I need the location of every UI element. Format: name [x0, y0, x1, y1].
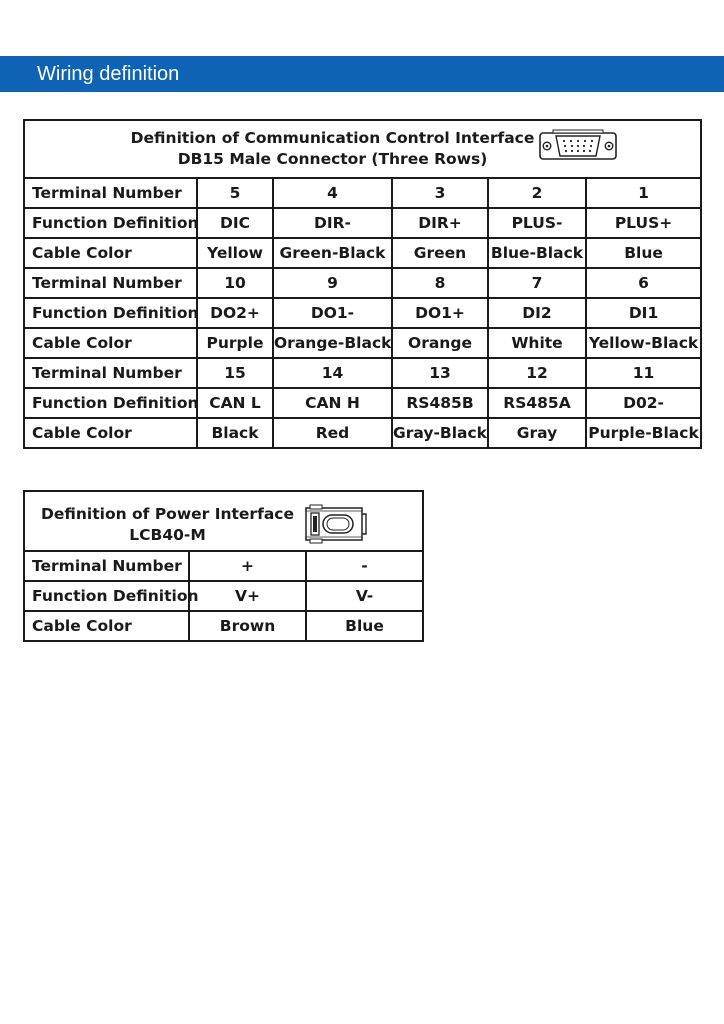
- cell: 4: [273, 178, 392, 208]
- power-connector-icon: [305, 504, 367, 544]
- cell: 9: [273, 268, 392, 298]
- cell: DO1-: [273, 298, 392, 328]
- db15-connector-icon: [539, 129, 617, 163]
- row-label: Terminal Number: [24, 178, 197, 208]
- cell: 5: [197, 178, 273, 208]
- cell: Brown: [189, 611, 306, 641]
- table-row: [24, 238, 701, 268]
- cell: 10: [197, 268, 273, 298]
- power-title-line2: LCB40-M: [129, 526, 206, 544]
- cell: Black: [197, 418, 273, 448]
- communication-interface-table: [23, 119, 702, 449]
- cell: 6: [586, 268, 701, 298]
- cell: 13: [392, 358, 488, 388]
- cell: PLUS+: [586, 208, 701, 238]
- table-row: [24, 268, 701, 298]
- cell: V+: [189, 581, 306, 611]
- cell: 2: [488, 178, 586, 208]
- cell: 11: [586, 358, 701, 388]
- cell: DI2: [488, 298, 586, 328]
- row-label: Function Definition: [24, 388, 197, 418]
- cell: Red: [273, 418, 392, 448]
- cell: CAN H: [273, 388, 392, 418]
- cell: Blue: [586, 238, 701, 268]
- cell: Yellow: [197, 238, 273, 268]
- power-title-line1: Definition of Power Interface: [41, 505, 294, 523]
- cell: DO2+: [197, 298, 273, 328]
- table-row: [24, 581, 423, 611]
- cell: RS485A: [488, 388, 586, 418]
- table-row: [24, 208, 701, 238]
- row-label: Function Definition: [24, 208, 197, 238]
- communication-title-line2: DB15 Male Connector (Three Rows): [177, 150, 488, 168]
- cell: Orange: [392, 328, 488, 358]
- cell: DIC: [197, 208, 273, 238]
- cell: Yellow-Black: [586, 328, 701, 358]
- cell: DI1: [586, 298, 701, 328]
- cell: +: [189, 551, 306, 581]
- row-label: Terminal Number: [24, 551, 189, 581]
- cell: White: [488, 328, 586, 358]
- cell: 1: [586, 178, 701, 208]
- row-label: Function Definition: [24, 298, 197, 328]
- cell: 14: [273, 358, 392, 388]
- cell: Green-Black: [273, 238, 392, 268]
- cell: Gray: [488, 418, 586, 448]
- table-row: [24, 551, 423, 581]
- cell: Gray-Black: [392, 418, 488, 448]
- cell: V-: [306, 581, 423, 611]
- table-row: [24, 298, 701, 328]
- power-interface-table: [23, 490, 424, 642]
- power-rows: [24, 551, 423, 641]
- cell: PLUS-: [488, 208, 586, 238]
- cell: D02-: [586, 388, 701, 418]
- cell: Purple: [197, 328, 273, 358]
- row-label: Terminal Number: [24, 268, 197, 298]
- cell: DO1+: [392, 298, 488, 328]
- cell: -: [306, 551, 423, 581]
- power-title-block: [25, 504, 310, 546]
- table-row: [24, 328, 701, 358]
- row-label: Terminal Number: [24, 358, 197, 388]
- cell: Green: [392, 238, 488, 268]
- section-banner: [0, 56, 724, 92]
- cell: Blue-Black: [488, 238, 586, 268]
- power-table-title: [24, 491, 423, 551]
- cell: 8: [392, 268, 488, 298]
- cell: 7: [488, 268, 586, 298]
- row-label: Cable Color: [24, 611, 189, 641]
- row-label: Cable Color: [24, 238, 197, 268]
- communication-title-line1: Definition of Communication Control Interface: [130, 129, 535, 147]
- table-row: [24, 418, 701, 448]
- communication-rows: [24, 178, 701, 448]
- table-row: [24, 358, 701, 388]
- row-label: Cable Color: [24, 328, 197, 358]
- row-label: Function Definition: [24, 581, 189, 611]
- table-row: [24, 178, 701, 208]
- communication-table-title: [24, 120, 701, 178]
- cell: CAN L: [197, 388, 273, 418]
- cell: 15: [197, 358, 273, 388]
- cell: Orange-Black: [273, 328, 392, 358]
- cell: Purple-Black: [586, 418, 701, 448]
- cell: DIR-: [273, 208, 392, 238]
- cell: DIR+: [392, 208, 488, 238]
- row-label: Cable Color: [24, 418, 197, 448]
- cell: Blue: [306, 611, 423, 641]
- cell: 12: [488, 358, 586, 388]
- table-row: [24, 611, 423, 641]
- cell: 3: [392, 178, 488, 208]
- cell: RS485B: [392, 388, 488, 418]
- table-row: [24, 388, 701, 418]
- section-title: Wiring definition: [37, 63, 180, 85]
